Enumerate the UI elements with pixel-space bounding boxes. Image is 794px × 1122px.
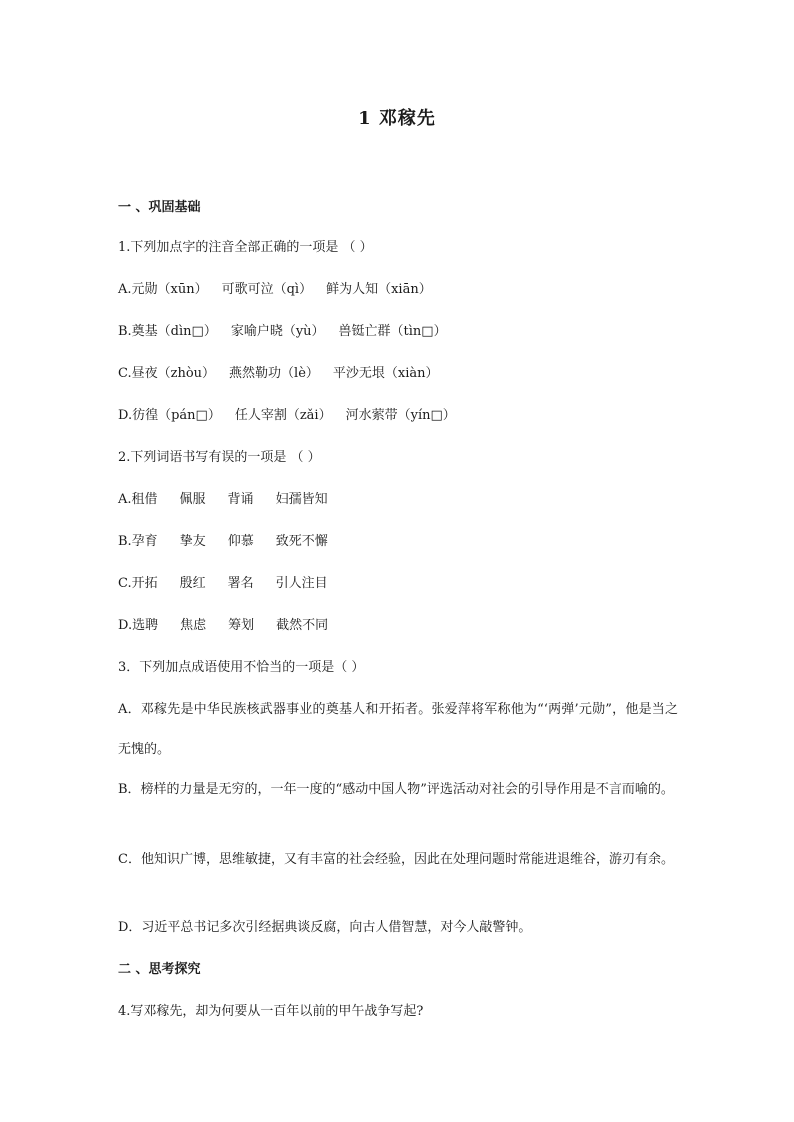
option-text: 背诵 bbox=[227, 492, 254, 507]
section-heading-1: 一 、巩固基础 bbox=[118, 200, 201, 215]
option-text: D.选聘 bbox=[118, 618, 159, 633]
option-text: 殷红 bbox=[179, 576, 206, 591]
option-text: 佩服 bbox=[179, 492, 206, 507]
question-3-option-d: D．习近平总书记多次引经据典谈反腐，向古人借智慧，对今人敲警钟。 bbox=[118, 920, 532, 935]
question-1-option-b bbox=[118, 322, 447, 342]
option-text: 任人宰割（zǎi） bbox=[234, 408, 332, 423]
option-text: 家喻户晓（yù） bbox=[230, 324, 325, 339]
question-2-option-a bbox=[118, 490, 328, 510]
question-1-option-d bbox=[118, 406, 456, 426]
question-2-option-c bbox=[118, 574, 328, 594]
question-1-option-c bbox=[118, 364, 439, 384]
option-text: 挚友 bbox=[179, 534, 206, 549]
option-text: C.开拓 bbox=[118, 576, 158, 591]
option-text: 致死不懈 bbox=[275, 534, 328, 549]
option-text: A.租借 bbox=[118, 492, 158, 507]
option-text: 鲜为人知（xiān） bbox=[326, 282, 432, 297]
option-text: 署名 bbox=[227, 576, 254, 591]
option-text: 河水萦带（yín□） bbox=[345, 408, 456, 423]
page-title: 1 邓稼先 bbox=[358, 108, 436, 129]
option-text: 截然不同 bbox=[276, 618, 329, 633]
question-3-stem: 3．下列加点成语使用不恰当的一项是（ ） bbox=[118, 660, 365, 675]
question-4-stem: 4.写邓稼先，却为何要从一百年以前的甲午战争写起? bbox=[118, 1004, 424, 1019]
option-text: B.孕育 bbox=[118, 534, 158, 549]
section-heading-2: 二 、思考探究 bbox=[118, 962, 201, 977]
option-text: 焦虑 bbox=[180, 618, 207, 633]
option-text: D.彷徨（pán□） bbox=[118, 408, 221, 423]
question-2-option-b bbox=[118, 532, 328, 552]
option-text: 引人注目 bbox=[275, 576, 328, 591]
option-text: 平沙无垠（xiàn） bbox=[332, 366, 439, 381]
option-text: 燕然勒功（lè） bbox=[229, 366, 319, 381]
option-text: B.奠基（dìn□） bbox=[118, 324, 217, 339]
option-text: C.昼夜（zhòu） bbox=[118, 366, 216, 381]
question-3-option-c: C．他知识广博，思维敏捷，又有丰富的社会经验，因此在处理问题时常能进退维谷，游刃有余。 bbox=[118, 852, 674, 867]
option-text: 可歌可泣（qì） bbox=[221, 282, 313, 297]
option-text: 仰慕 bbox=[227, 534, 254, 549]
question-3-option-a: A．邓稼先是中华民族核武器事业的奠基人和开拓者。张爱萍将军称他为“‘两弹’元勋”，他是当之无愧的。 bbox=[118, 702, 678, 757]
option-text: 筹划 bbox=[228, 618, 255, 633]
question-1-stem: 1.下列加点字的注音全部正确的一项是 （ ） bbox=[118, 240, 373, 255]
question-2-stem: 2.下列词语书写有误的一项是 （ ） bbox=[118, 450, 321, 465]
question-1-option-a bbox=[118, 280, 432, 300]
option-text: 兽铤亡群（tìn□） bbox=[338, 324, 447, 339]
option-text: 妇孺皆知 bbox=[275, 492, 328, 507]
option-text: A.元勋（xūn） bbox=[118, 282, 208, 297]
question-2-option-d bbox=[118, 616, 328, 636]
question-3-option-b: B．榜样的力量是无穷的，一年一度的“感动中国人物”评选活动对社会的引导作用是不言而喻的。 bbox=[118, 782, 674, 797]
